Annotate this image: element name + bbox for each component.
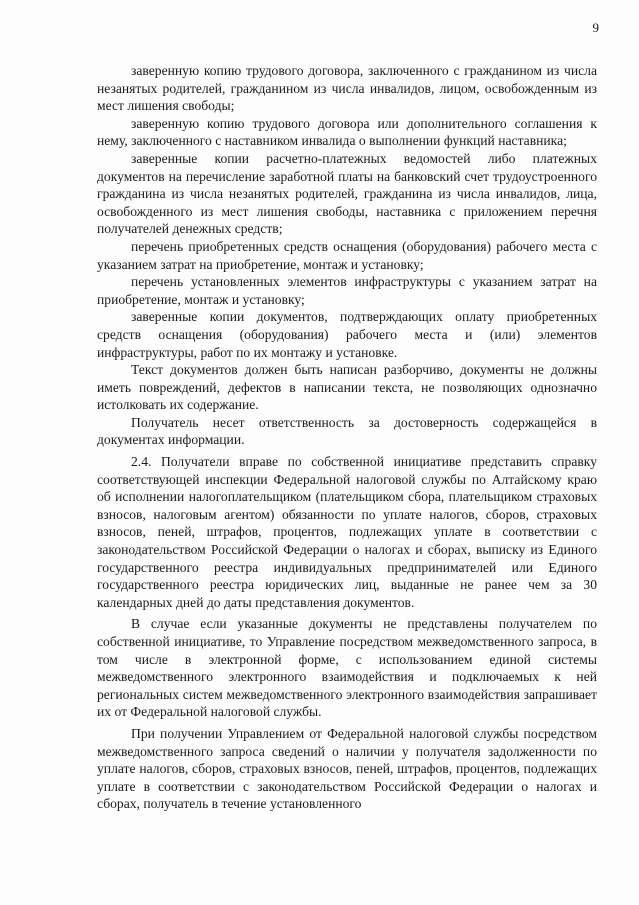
paragraph: перечень приобретенных средств оснащения (оборудования) рабочего места с указанием затрат на приобретение, монтаж и установку;	[97, 238, 597, 272]
paragraph: В случае если указанные документы не представлены получателем по собственной инициативе, то Управление посредством межведомственного запроса, в том числе в электронной форме, с использованием единой системы межведомственного электронного взаимодействия и подключаемых к ней региональных систем межведомственного электронного взаимодействия запрашивает их от Федеральной налоговой службы.	[97, 616, 597, 720]
paragraph: заверенные копии расчетно-платежных ведомостей либо платежных документов на перечисление заработной платы на банковский счет трудоустроенного гражданина из числа незанятых родителей, гражданина из числа инвалидов, лица, освобожденного из мест лишения свободы, наставника с приложением перечня получателей денежных средств;	[97, 150, 597, 237]
paragraph: заверенные копии документов, подтверждающих оплату приобретенных средств оснащения (оборудования) рабочего места и (или) элементов инфраструктуры, работ по их монтажу и установке.	[97, 309, 597, 360]
paragraph: заверенную копию трудового договора, заключенного с гражданином из числа незанятых родителей, гражданином из числа инвалидов, лицом, освобожденным из мест лишения свободы;	[97, 63, 597, 114]
paragraph: Получатель несет ответственность за достоверность содержащейся в документах информации.	[97, 414, 597, 448]
paragraph: 2.4. Получатели вправе по собственной инициативе представить справку соответствующей инспекции Федеральной налоговой службы по Алтайскому краю об исполнении налогоплательщиком (плательщиком сбора, плательщиком страховых взносов, налоговым агентом) обязанности по уплате налогов, сборов, страховых взносов, пеней, штрафов, процентов, подлежащих уплате в соответствии с законодательством Российской Федерации о налогах и сборах, выписку из Единого государственного реестра индивидуальных предпринимателей или Единого государственного реестра юридических лиц, выданные не ранее чем за 30 календарных дней до даты представления документов.	[97, 454, 597, 610]
document-body	[97, 62, 597, 813]
page-number: 9	[592, 20, 599, 35]
paragraph: Текст документов должен быть написан разборчиво, документы не должны иметь повреждений, дефектов в написании текста, не позволяющих однозначно истолковать их содержание.	[97, 362, 597, 413]
paragraph: заверенную копию трудового договора или дополнительного соглашения к нему, заключенного с наставником инвалида о выполнении функций наставника;	[97, 115, 597, 149]
paragraph: При получении Управлением от Федеральной налоговой службы посредством межведомственного запроса сведений о наличии у получателя задолженности по уплате налогов, сборов, страховых взносов, пеней, штрафов, процентов, подлежащих уплате в соответствии с законодательством Российской Федерации о налогах и сборах, получатель в течение установленного	[97, 725, 597, 812]
paragraph: перечень установленных элементов инфраструктуры с указанием затрат на приобретение, монтаж и установку;	[97, 274, 597, 307]
